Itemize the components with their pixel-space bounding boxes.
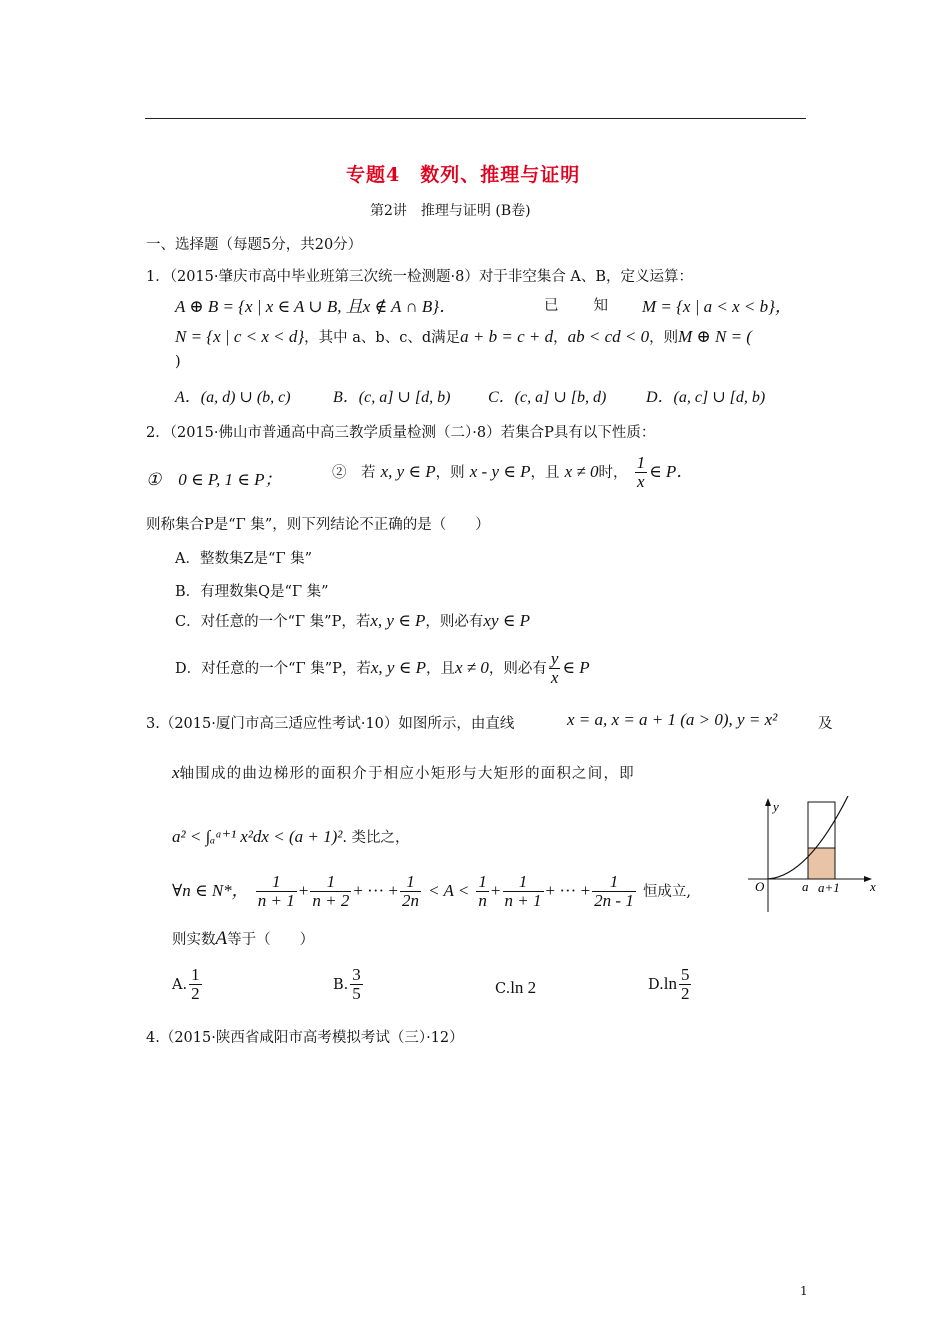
- q4-intro: 4.（2015·陕西省咸阳市高考模拟考试（三）·12）: [146, 1030, 464, 1046]
- page-subtitle: 第2讲 推理与证明 (B卷): [370, 203, 531, 219]
- q3-integral-inequality: a² < ∫ₐᵃ⁺¹ x²dx < (a + 1)². 类比之，: [172, 827, 410, 846]
- q3-figure-curve-area: [748, 796, 888, 912]
- q3-sum-inequality: ∀n ∈ N*， $\frac{1}{n + 1}$ + $\frac{1}{n + 2}$ + ··· + $\frac{1}{2n}$ < A < $\frac{1}{n}$ + $\frac{1}{n + 1}$ + ··· + $\frac{1}{2n - 1}$ 恒成立,: [172, 872, 692, 910]
- figure-label-a: a: [802, 879, 809, 894]
- q1-set-m: M = {x | a < x < b}，: [642, 297, 792, 316]
- q3-term-1: $\frac{1}{n + 1}$: [257, 872, 295, 910]
- q3-option-d[interactable]: D.ln $\frac{5}{2}$: [648, 965, 690, 1003]
- q1-option-b[interactable]: B．(c, a] ∪ [d, b): [333, 389, 451, 406]
- q1-known: 已 知: [544, 298, 610, 314]
- q1-condition-line: N = {x | c < x < d}，其中 a、b、c、d满足a + b = c + d，ab < cd < 0，则M ⊕ N = (: [175, 327, 752, 346]
- figure-label-origin: O: [755, 879, 765, 894]
- q2-stem: 则称集合P是“Γ 集”，则下列结论不正确的是（ ）: [146, 517, 490, 533]
- q3-term-5: $\frac{1}{n + 1}$: [504, 872, 542, 910]
- q2-option-a[interactable]: A．整数集Z是“Γ 集”: [175, 551, 313, 567]
- page-number: 1: [800, 1284, 808, 1298]
- q1-intro: 1．（2015·肇庆市高中毕业班第三次统一检测题·8）对于非空集合 A、B，定义运算：: [146, 269, 694, 285]
- q2-property-2: ② 若 x, y ∈ P，则 x - y ∈ P，且 x ≠ 0时， $\frac{1}{x}$ ∈ P．: [332, 453, 694, 491]
- q2-intro: 2．（2015·佛山市普通高中高三教学质量检测（二）·8）若集合P具有以下性质：: [146, 425, 656, 441]
- q1-definition: A ⊕ B = {x | x ∈ A ∪ B, 且x ∉ A ∩ B}．: [175, 297, 457, 316]
- q3-and: 及: [818, 716, 833, 732]
- q3-term-3: $\frac{1}{2n}$: [402, 872, 420, 910]
- q3-line-2: x轴围成的曲边梯形的面积介于相应小矩形与大矩形的面积之间，即: [172, 763, 635, 782]
- q1-option-c[interactable]: C．(c, a] ∪ [b, d): [488, 389, 607, 406]
- q2-option-c[interactable]: C．对任意的一个“Γ 集”P，若x, y ∈ P，则必有xy ∈ P: [175, 611, 530, 630]
- q1-set-n: N = {x | c < x < d}: [175, 327, 305, 346]
- q3-option-b[interactable]: B. $\frac{3}{5}$: [333, 965, 361, 1003]
- figure-label-y: y: [773, 799, 779, 814]
- q3-option-a[interactable]: A. $\frac{1}{2}$: [172, 965, 200, 1003]
- q3-intro: 3.（2015·厦门市高三适应性考试·10）如图所示，由直线: [146, 716, 515, 732]
- section-heading: 一、选择题（每题5分，共20分）: [146, 237, 363, 253]
- figure-label-a-plus-1: a+1: [818, 880, 840, 895]
- q1-option-d[interactable]: D．(a, c] ∪ [d, b): [646, 389, 766, 406]
- q2-fraction-y-over-x: $\frac{y}{x}$: [550, 649, 559, 687]
- q2-fraction-1-over-x: $\frac{1}{x}$: [636, 453, 646, 491]
- q3-question: 则实数A等于（ ）: [172, 928, 315, 949]
- q3-term-2: $\frac{1}{n + 2}$: [312, 872, 350, 910]
- y-axis-arrow: [765, 798, 771, 806]
- q2-option-b[interactable]: B．有理数集Q是“Γ 集”: [175, 584, 329, 600]
- q3-option-c[interactable]: C.ln 2: [495, 978, 537, 997]
- q2-option-d[interactable]: D．对任意的一个“Γ 集”P，若x, y ∈ P，且x ≠ 0，则必有 $\frac{y}{x}$ ∈ P: [175, 649, 590, 687]
- q3-term-4: $\frac{1}{n}$: [478, 872, 487, 910]
- q3-boundary-lines: x = a, x = a + 1 (a > 0), y = x²: [567, 710, 778, 729]
- q1-close-paren: ): [175, 354, 181, 370]
- q2-property-1: ① 0 ∈ P, 1 ∈ P；: [146, 470, 282, 489]
- q3-term-6: $\frac{1}{2n - 1}$: [594, 872, 634, 910]
- figure-label-x: x: [870, 879, 876, 894]
- q1-option-a[interactable]: A．(a, d) ∪ (b, c): [175, 389, 291, 406]
- header-rule: [145, 118, 806, 119]
- page-title: 专题4 数列、推理与证明: [346, 164, 581, 186]
